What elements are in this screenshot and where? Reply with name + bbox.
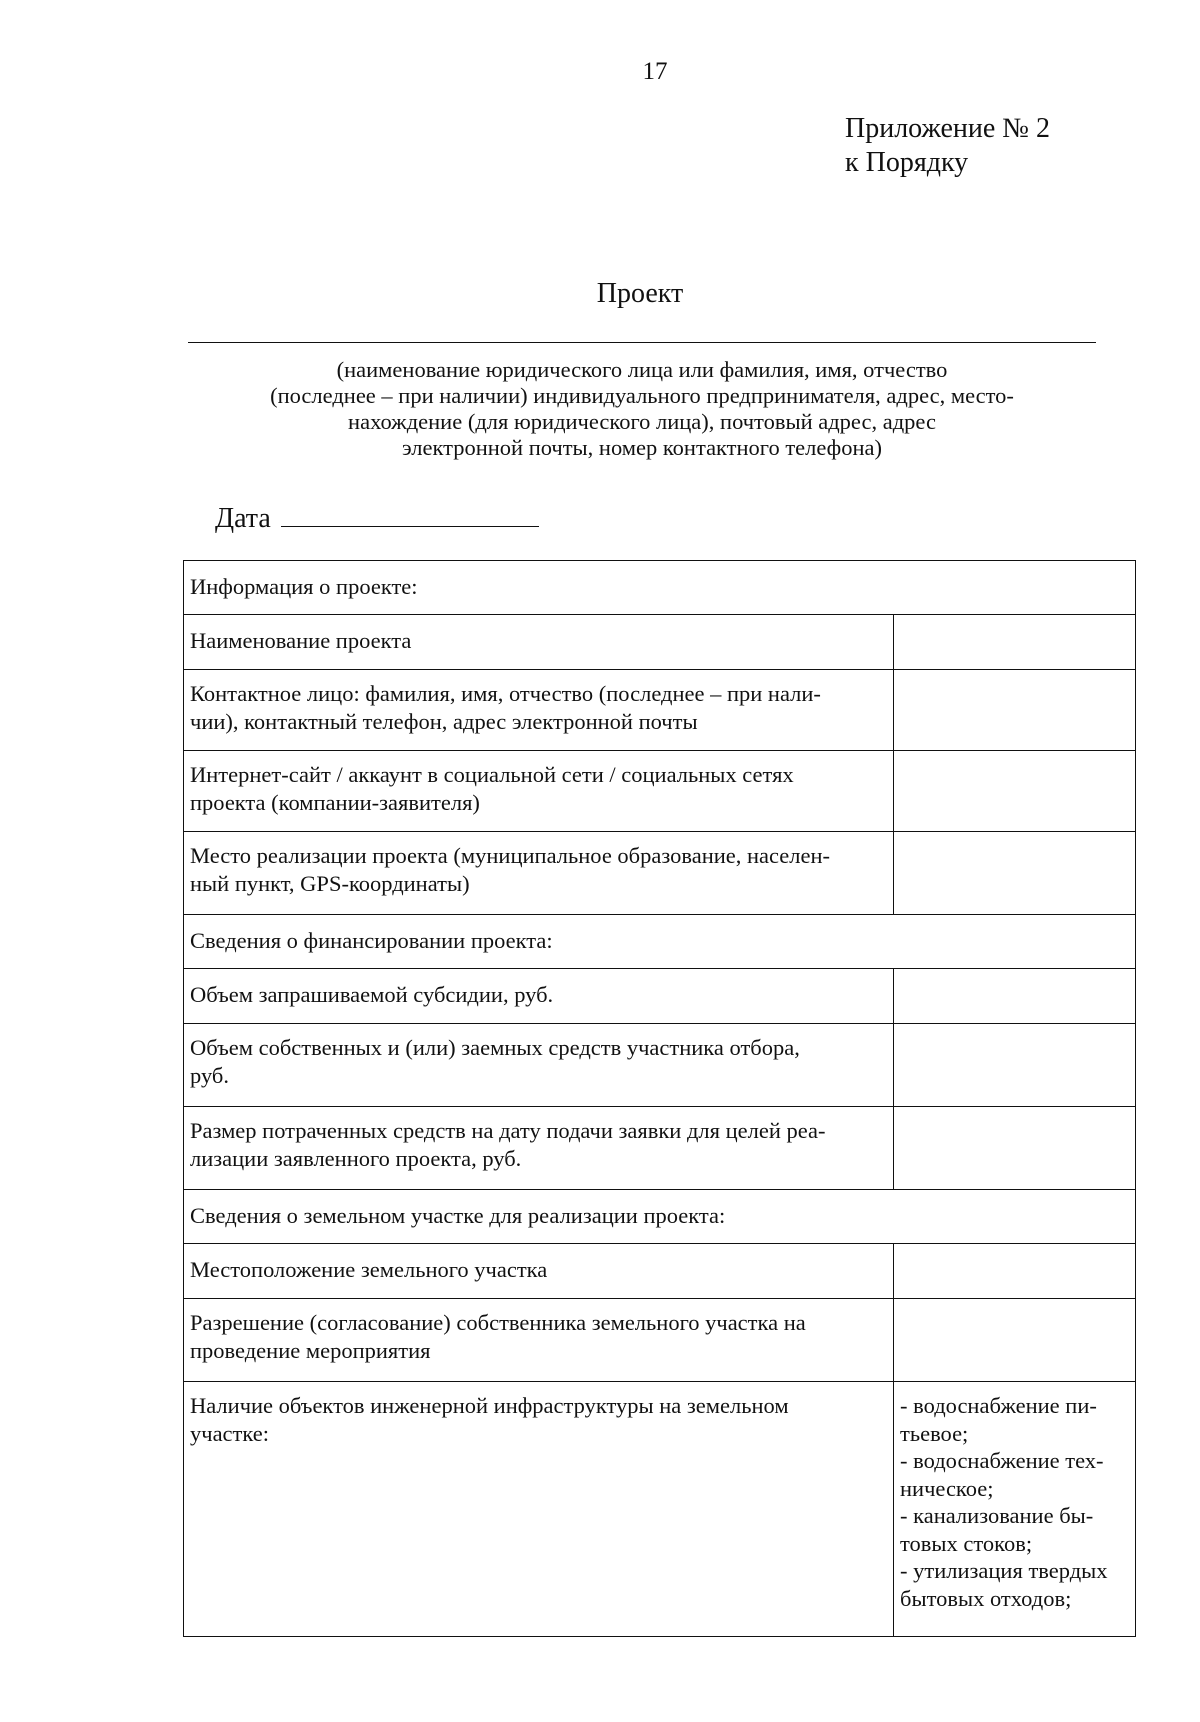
value-cell: [894, 615, 1136, 670]
applicant-caption-line: (наименование юридического лица или фамилия, имя, отчество: [336, 357, 948, 382]
table-row: [184, 1244, 1136, 1299]
list-item: тьевое;: [900, 1420, 969, 1446]
label-owner-permission: [184, 1299, 894, 1382]
applicant-caption-line: электронной почты, номер контактного телефона): [401, 435, 883, 460]
label-line: ный пункт, GPS-координаты): [190, 871, 470, 896]
infrastructure-options-list: [894, 1382, 1136, 1637]
list-item: бытовых отходов;: [900, 1585, 1072, 1611]
date-row: [215, 500, 539, 535]
section-header-project: Информация о проекте:: [184, 561, 1136, 615]
value-cell: [894, 832, 1136, 915]
label-line: проведение мероприятия: [190, 1338, 431, 1363]
list-item: товых стоков;: [900, 1530, 1033, 1556]
section-row: [184, 561, 1136, 615]
label-own-funds: [184, 1024, 894, 1107]
section-header-land: Сведения о земельном участке для реализации проекта:: [184, 1190, 1136, 1244]
value-cell: [894, 969, 1136, 1024]
label-infrastructure: [184, 1382, 894, 1637]
date-blank-field: [281, 500, 539, 527]
page-number: 17: [642, 58, 668, 85]
applicant-caption-line: нахождение (для юридического лица), почтовый адрес, адрес: [348, 409, 936, 434]
label-line: проекта (компании-заявителя): [190, 790, 480, 815]
table-row: [184, 1107, 1136, 1190]
table-row: [184, 1382, 1136, 1637]
table-row: [184, 832, 1136, 915]
label-subsidy-amount: Объем запрашиваемой субсидии, руб.: [184, 969, 894, 1024]
list-item: - водоснабжение пи-: [900, 1393, 1097, 1418]
project-form-table: [183, 560, 1136, 1637]
label-line: Интернет-сайт / аккаунт в социальной сети / социальных сетях: [190, 762, 794, 787]
table-row: [184, 751, 1136, 832]
section-row: [184, 1190, 1136, 1244]
label-line: Контактное лицо: фамилия, имя, отчество (последнее – при нали-: [190, 681, 821, 706]
label-line: Объем собственных и (или) заемных средств участника отбора,: [190, 1035, 800, 1060]
table-row: [184, 670, 1136, 751]
date-label: Дата: [215, 503, 271, 534]
appendix-reference: к Порядку: [845, 147, 969, 178]
value-cell: [894, 751, 1136, 832]
value-cell: [894, 1024, 1136, 1107]
value-cell: [894, 1244, 1136, 1299]
applicant-caption: [188, 357, 1096, 461]
label-website: [184, 751, 894, 832]
section-row: [184, 915, 1136, 969]
label-location: [184, 832, 894, 915]
value-cell: [894, 1107, 1136, 1190]
list-item: - утилизация твердых: [900, 1558, 1108, 1583]
section-header-financing: Сведения о финансировании проекта:: [184, 915, 1136, 969]
label-line: Наличие объектов инженерной инфраструктуры на земельном: [190, 1393, 789, 1418]
appendix-number: Приложение № 2: [845, 113, 1050, 144]
label-line: Разрешение (согласование) собственника земельного участка на: [190, 1310, 806, 1335]
appendix-header: [845, 112, 1050, 180]
label-line: Размер потраченных средств на дату подачи заявки для целей реа-: [190, 1118, 826, 1143]
value-cell: [894, 1299, 1136, 1382]
list-item: - водоснабжение тех-: [900, 1448, 1104, 1473]
list-item: - канализование бы-: [900, 1503, 1094, 1528]
label-contact-person: [184, 670, 894, 751]
value-cell: [894, 670, 1136, 751]
applicant-blank-line: [188, 342, 1096, 343]
table-row: [184, 1024, 1136, 1107]
label-line: лизации заявленного проекта, руб.: [190, 1146, 522, 1171]
label-project-name: Наименование проекта: [184, 615, 894, 670]
list-item: ническое;: [900, 1475, 994, 1501]
applicant-caption-line: (последнее – при наличии) индивидуального предпринимателя, адрес, место-: [270, 383, 1014, 408]
label-line: Место реализации проекта (муниципальное образование, населен-: [190, 843, 831, 868]
label-line: чии), контактный телефон, адрес электронной почты: [190, 709, 698, 734]
table-row: [184, 969, 1136, 1024]
label-land-location: Местоположение земельного участка: [184, 1244, 894, 1299]
table-row: [184, 615, 1136, 670]
label-line: руб.: [190, 1063, 229, 1088]
label-spent-funds: [184, 1107, 894, 1190]
document-title: Проект: [596, 278, 684, 309]
label-line: участке:: [190, 1421, 269, 1446]
table-row: [184, 1299, 1136, 1382]
